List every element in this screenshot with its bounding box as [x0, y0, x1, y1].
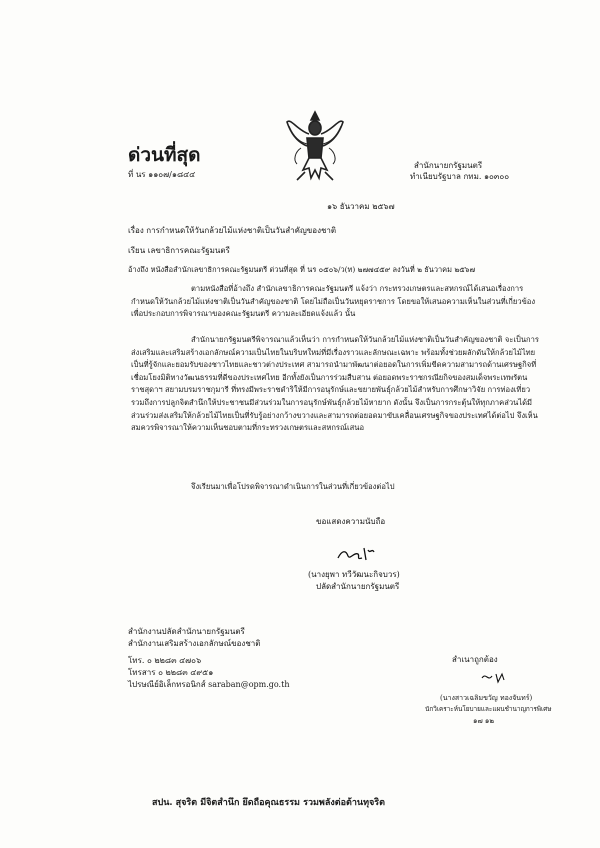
recipient-line: เรียน เลขาธิการคณะรัฐมนตรี: [128, 246, 230, 255]
certify-title: นักวิเคราะห์นโยบายและแผนชำนาญการพิเศษ: [425, 705, 552, 713]
certify-label: สำเนาถูกต้อง: [452, 655, 498, 664]
contact-office-2: สำนักงานเสริมสร้างเอกลักษณ์ของชาติ: [128, 639, 261, 648]
office-name: สำนักนายกรัฐมนตรี: [414, 161, 483, 170]
certify-signature-image: [480, 670, 512, 684]
paragraph-2: สำนักนายกรัฐมนตรีพิจารณาแล้วเห็นว่า การกำหนดให้วันกล้วยไม้แห่งชาติเป็นวันสำคัญของชาติ จะเป็นการส่งเสริมและเสริมสร้างเอกลักษณ์ความเป็นไทยในบริบทใหม่ที่มีเรื่องราวและลักษณะเฉพาะ พร้อมทั้งช่วยผลักดันให้กล้วยไม้ไทยเป็นที่รู้จักและยอมรับของชาวไทยและชาวต่างประเทศ สามารถนำมาพัฒนาต่อยอดในการเพิ่มขีดความสามารถด้านเศรษฐกิจที่เชื่อมโยงมิติทางวัฒนธรรมที่ดีของประเทศไทย อีกทั้งยังเป็นการร่วมสืบสาน ต่อยอดพระราชกรณียกิจของสมเด็จพระเทพรัตนราชสุดาฯ สยามบรมราชกุมารี ที่ทรงมีพระราชดำริให้มีการอนุรักษ์และขยายพันธุ์กล้วยไม้สำหรับการศึกษาวิจัย การท่องเที่ยว รวมถึงการปลูกจิตสำนึกให้ประชาชนมีส่วนร่วมในการอนุรักษ์พันธุ์กล้วยไม้หายาก ดังนั้น จึงเป็นการกระตุ้นให้ทุกภาคส่วนได้มีส่วนร่วมส่งเสริมให้กล้วยไม้ไทยเป็นที่รับรู้อย่างกว้างขวางและสามารถต่อยอดมาขับเคลื่อนเศรษฐกิจของประเทศได้ต่อไป จึงเห็นสมควรพิจารณาให้ความเห็นชอบตามที่กระทรวงเกษตรและสหกรณ์เสนอ: [131, 335, 539, 433]
contact-email: ไปรษณีย์อิเล็กทรอนิกส์ saraban@opm.go.th: [128, 680, 290, 689]
reference-line: อ้างถึง หนังสือสำนักเลขาธิการคณะรัฐมนตรี ด่วนที่สุด ที่ นร ๐๕๐๖/ว(ท) ๒๗๗๔๕๙ ลงวันที่ ๒ ธันวาคม ๒๕๖๗: [128, 265, 476, 274]
certify-name: (นางสาวเฉลิมขวัญ ทองจันทร์): [440, 694, 533, 702]
urgency-heading: ด่วนที่สุด: [128, 144, 201, 166]
paragraph-1: ตามหนังสือที่อ้างถึง สำนักเลขาธิการคณะรัฐมนตรี แจ้งว่า กระทรวงเกษตรและสหกรณ์ได้เสนอเรื่องการกำหนดให้วันกล้วยไม้แห่งชาติเป็นวันสำคัญของชาติ โดยไม่ถือเป็นวันหยุดราชการ โดยขอให้เสนอความเห็นในส่วนที่เกี่ยวข้องเพื่อประกอบการพิจารณาของคณะรัฐมนตรี ความละเอียดแจ้งแล้ว นั้น: [131, 284, 536, 319]
office-address: ทำเนียบรัฐบาล กทม. ๑๐๓๐๐: [410, 172, 510, 181]
signer-name: (นางยุพา ทวีวัฒนะกิจบวร): [308, 570, 400, 579]
garuda-emblem-icon: [283, 108, 347, 188]
signer-title: ปลัดสำนักนายกรัฐมนตรี: [316, 582, 400, 591]
document-date: ๑๖ ธันวาคม ๒๕๖๗: [327, 202, 395, 211]
closing-regards: ขอแสดงความนับถือ: [316, 517, 386, 526]
footer-slogan: สปน. สุจริต มีจิตสำนึก ยึดถือคุณธรรม รวมพลังต่อต้านทุจริต: [152, 798, 385, 808]
document-number: ที่ นร ๑๑๐๗/๑๘๔๔: [128, 170, 196, 179]
signature-image: [336, 542, 376, 564]
subject-line: เรื่อง การกำหนดให้วันกล้วยไม้แห่งชาติเป็นวันสำคัญของชาติ: [128, 226, 337, 235]
contact-fax: โทรสาร ๐ ๒๒๘๓ ๔๙๕๑: [128, 668, 214, 677]
paragraph-3: จึงเรียนมาเพื่อโปรดพิจารณาดำเนินการในส่วนที่เกี่ยวข้องต่อไป: [191, 482, 395, 491]
certify-date: ๑๗ ๑๒: [473, 717, 494, 725]
contact-office-1: สำนักงานปลัดสำนักนายกรัฐมนตรี: [128, 627, 245, 636]
contact-phone: โทร. ๐ ๒๒๘๓ ๔๗๐๖: [128, 656, 202, 665]
